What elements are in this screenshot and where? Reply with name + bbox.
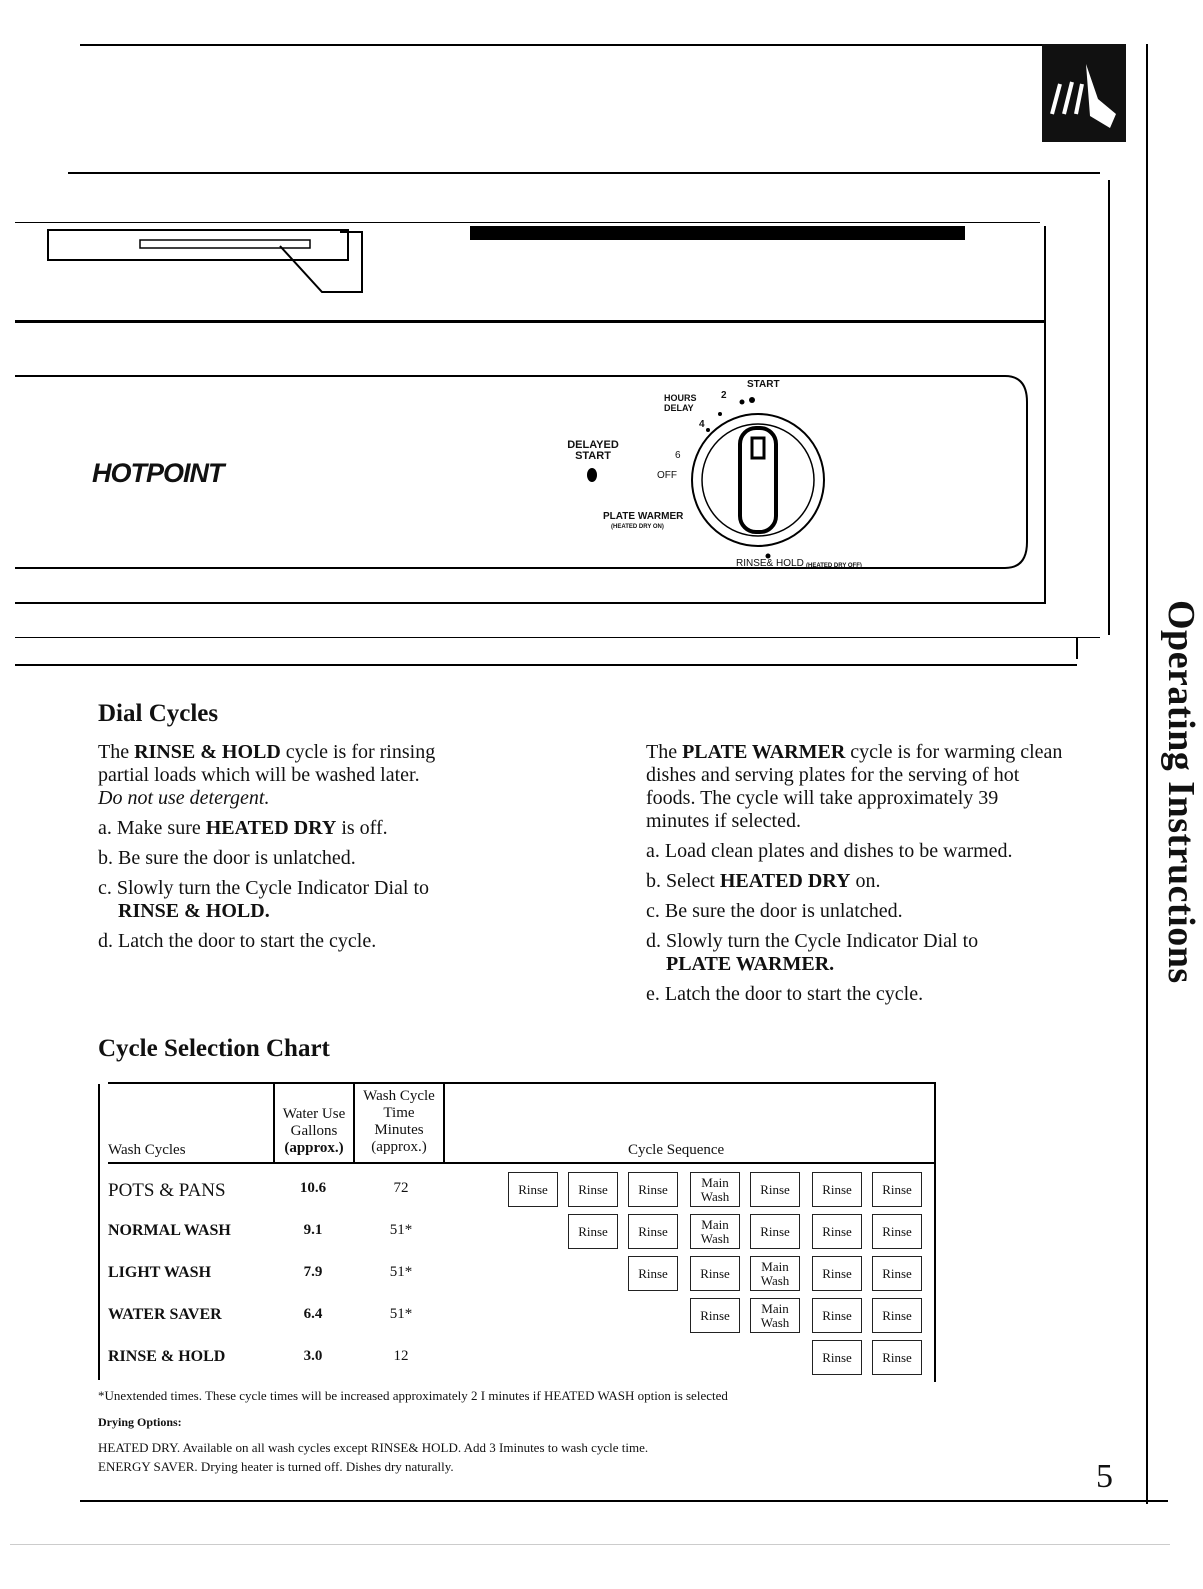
rinse-hold-step: a. Make sure HEATED DRY is off. <box>98 817 388 839</box>
chart-footnote: *Unextended times. These cycle times will be increased approximately 2 I minutes if HEATED WASH option is selected <box>98 1388 728 1403</box>
chart-row-gallons: 9.1 <box>303 1222 323 1238</box>
cycle-sequence-step: Rinse <box>872 1340 922 1375</box>
chart-row-name: NORMAL WASH <box>108 1222 231 1239</box>
dial-hour-4: 4 <box>699 419 705 430</box>
panel-base-rule <box>15 664 1077 666</box>
chart-col-divider-2 <box>353 1084 355 1162</box>
chart-row-minutes: 12 <box>393 1348 409 1364</box>
chart-row-gallons: 7.9 <box>303 1264 323 1280</box>
chart-row-gallons: 3.0 <box>303 1348 323 1364</box>
plate-warmer-step: e. Latch the door to start the cycle. <box>646 983 924 1005</box>
cycle-sequence-step: Rinse <box>812 1256 862 1291</box>
chart-row-minutes: 51* <box>389 1222 413 1238</box>
plate-warmer-intro-bold: PLATE WARMER <box>682 741 846 763</box>
col-header-cycle-sequence: Cycle Sequence <box>628 1142 725 1158</box>
chart-row-gallons: 10.6 <box>299 1180 327 1196</box>
chart-header-divider <box>108 1162 936 1164</box>
chart-row-minutes: 51* <box>389 1264 413 1280</box>
cycle-indicator-dial[interactable] <box>690 392 840 562</box>
rinse-hold-section <box>98 741 478 953</box>
footer-faint-rule <box>10 1544 1170 1545</box>
cycle-sequence-step: Rinse <box>750 1214 800 1249</box>
cycle-sequence-step: Rinse <box>872 1214 922 1249</box>
chart-top-border <box>108 1082 936 1084</box>
cycle-sequence-step: Rinse <box>872 1172 922 1207</box>
panel-corner-tick <box>1076 637 1078 659</box>
chart-right-border <box>934 1082 936 1382</box>
door-black-bar <box>470 226 965 240</box>
plate-warmer-step: a. Load clean plates and dishes to be warmed. <box>646 840 1013 862</box>
cycle-sequence-step: Rinse <box>812 1298 862 1333</box>
chart-row-minutes: 72 <box>393 1180 409 1196</box>
rinse-hold-dial-label: RINSE& HOLD <box>736 558 804 569</box>
panel-top-rule <box>15 320 1045 323</box>
cycle-sequence-step: Rinse <box>628 1172 678 1207</box>
door-handle-icon <box>40 226 370 298</box>
hand-logo-icon <box>1042 44 1126 142</box>
delayed-start-button[interactable] <box>587 468 597 482</box>
rinse-hold-step: c. Slowly turn the Cycle Indicator Dial to RINSE & HOLD. <box>98 877 430 922</box>
chart-heading: Cycle Selection Chart <box>98 1035 330 1062</box>
col-header-wash-cycles: Wash Cycles <box>108 1142 186 1158</box>
plate-warmer-step: b. Select HEATED DRY on. <box>646 870 881 892</box>
chart-left-border <box>98 1084 100 1380</box>
chart-row-name: WATER SAVER <box>108 1306 222 1323</box>
dial-start-label: START <box>747 379 780 390</box>
cycle-sequence-step: Main Wash <box>690 1172 740 1207</box>
inner-vertical-rule <box>1108 180 1110 635</box>
rinse-hold-step: d. Latch the door to start the cycle. <box>98 930 377 952</box>
cycle-sequence-step: Rinse <box>872 1298 922 1333</box>
dial-delay-label: DELAY <box>664 403 694 413</box>
cycle-sequence-step: Rinse <box>628 1214 678 1249</box>
cycle-sequence-step: Rinse <box>568 1172 618 1207</box>
heated-dry-off-label: (HEATED DRY OFF) <box>806 563 862 569</box>
plate-warmer-section <box>646 741 1066 1006</box>
door-top-line <box>15 222 1040 223</box>
cycle-sequence-step: Rinse <box>628 1256 678 1291</box>
right-vertical-rule <box>1146 44 1148 1504</box>
cycle-sequence-step: Rinse <box>872 1256 922 1291</box>
drying-heated-note: HEATED DRY. Available on all wash cycles except RINSE& HOLD. Add 3 Iminutes to wash cycle time. <box>98 1440 649 1455</box>
plate-warmer-step: c. Be sure the door is unlatched. <box>646 900 903 922</box>
drying-energy-note: ENERGY SAVER. Drying heater is turned off. Dishes dry naturally. <box>98 1459 454 1474</box>
delayed-start-label: DELAYED START <box>567 439 619 462</box>
page-number: 5 <box>1096 1458 1113 1495</box>
chart-row-name: POTS & PANS <box>108 1180 226 1201</box>
cycle-sequence-step: Rinse <box>812 1340 862 1375</box>
rinse-hold-note: Do not use detergent. <box>98 787 270 809</box>
chart-col-divider-1 <box>273 1084 275 1162</box>
side-section-title: Operating Instructions <box>1160 600 1202 984</box>
cycle-sequence-step: Rinse <box>812 1214 862 1249</box>
plate-warmer-intro-post: cycle is for warming clean dishes and serving plates for the serving of hot foods. The cycle will take approximately 39 minutes if selected. <box>646 741 1063 832</box>
door-right-edge <box>1044 226 1046 604</box>
cycle-sequence-step: Rinse <box>750 1172 800 1207</box>
cycle-sequence-step: Rinse <box>508 1172 558 1207</box>
rinse-hold-intro-post: cycle is for rinsing partial loads which will be washed later. <box>98 741 436 786</box>
rinse-hold-step: b. Be sure the door is unlatched. <box>98 847 356 869</box>
drying-options-heading: Drying Options: <box>98 1415 182 1429</box>
plate-warmer-step: d. Slowly turn the Cycle Indicator Dial to PLATE WARMER. <box>646 930 979 975</box>
dial-hour-6: 6 <box>675 450 681 461</box>
plate-warmer-intro-pre: The <box>646 741 683 763</box>
cycle-sequence-step: Rinse <box>812 1172 862 1207</box>
brand-logo: HOTPOINT <box>92 458 224 488</box>
cycle-selection-chart <box>98 1082 936 1382</box>
cycle-sequence-step: Main Wash <box>690 1214 740 1249</box>
chart-row-name: RINSE & HOLD <box>108 1348 226 1365</box>
dial-hour-2: 2 <box>721 390 727 401</box>
cycle-sequence-step: Rinse <box>690 1256 740 1291</box>
dial-hours-label: HOURS <box>664 393 697 403</box>
panel-lower-rule <box>15 637 1100 638</box>
cycle-sequence-step: Rinse <box>690 1298 740 1333</box>
rinse-hold-intro-pre: The <box>98 741 135 763</box>
top-rule <box>80 44 1042 46</box>
chart-col-divider-3 <box>443 1084 445 1162</box>
dial-cycles-heading: Dial Cycles <box>98 700 219 727</box>
chart-row-gallons: 6.4 <box>303 1306 323 1322</box>
chart-row-name: LIGHT WASH <box>108 1264 212 1281</box>
heated-dry-on-label: (HEATED DRY ON) <box>611 524 664 530</box>
col-header-wash-time: Wash Cycle Time Minutes (approx.) <box>363 1088 435 1155</box>
upper-rule <box>68 172 1100 174</box>
dial-off-label: OFF <box>657 470 677 481</box>
cycle-sequence-step: Rinse <box>568 1214 618 1249</box>
bottom-rule <box>80 1500 1168 1502</box>
chart-row-minutes: 51* <box>389 1306 413 1322</box>
cycle-sequence-step: Main Wash <box>750 1256 800 1291</box>
rinse-hold-intro-bold: RINSE & HOLD <box>134 741 281 763</box>
plate-warmer-label: PLATE WARMER <box>603 511 684 522</box>
cycle-sequence-step: Main Wash <box>750 1298 800 1333</box>
col-header-water-use: Water Use Gallons (approx.) <box>282 1106 346 1156</box>
panel-bottom-rule <box>15 602 1045 604</box>
